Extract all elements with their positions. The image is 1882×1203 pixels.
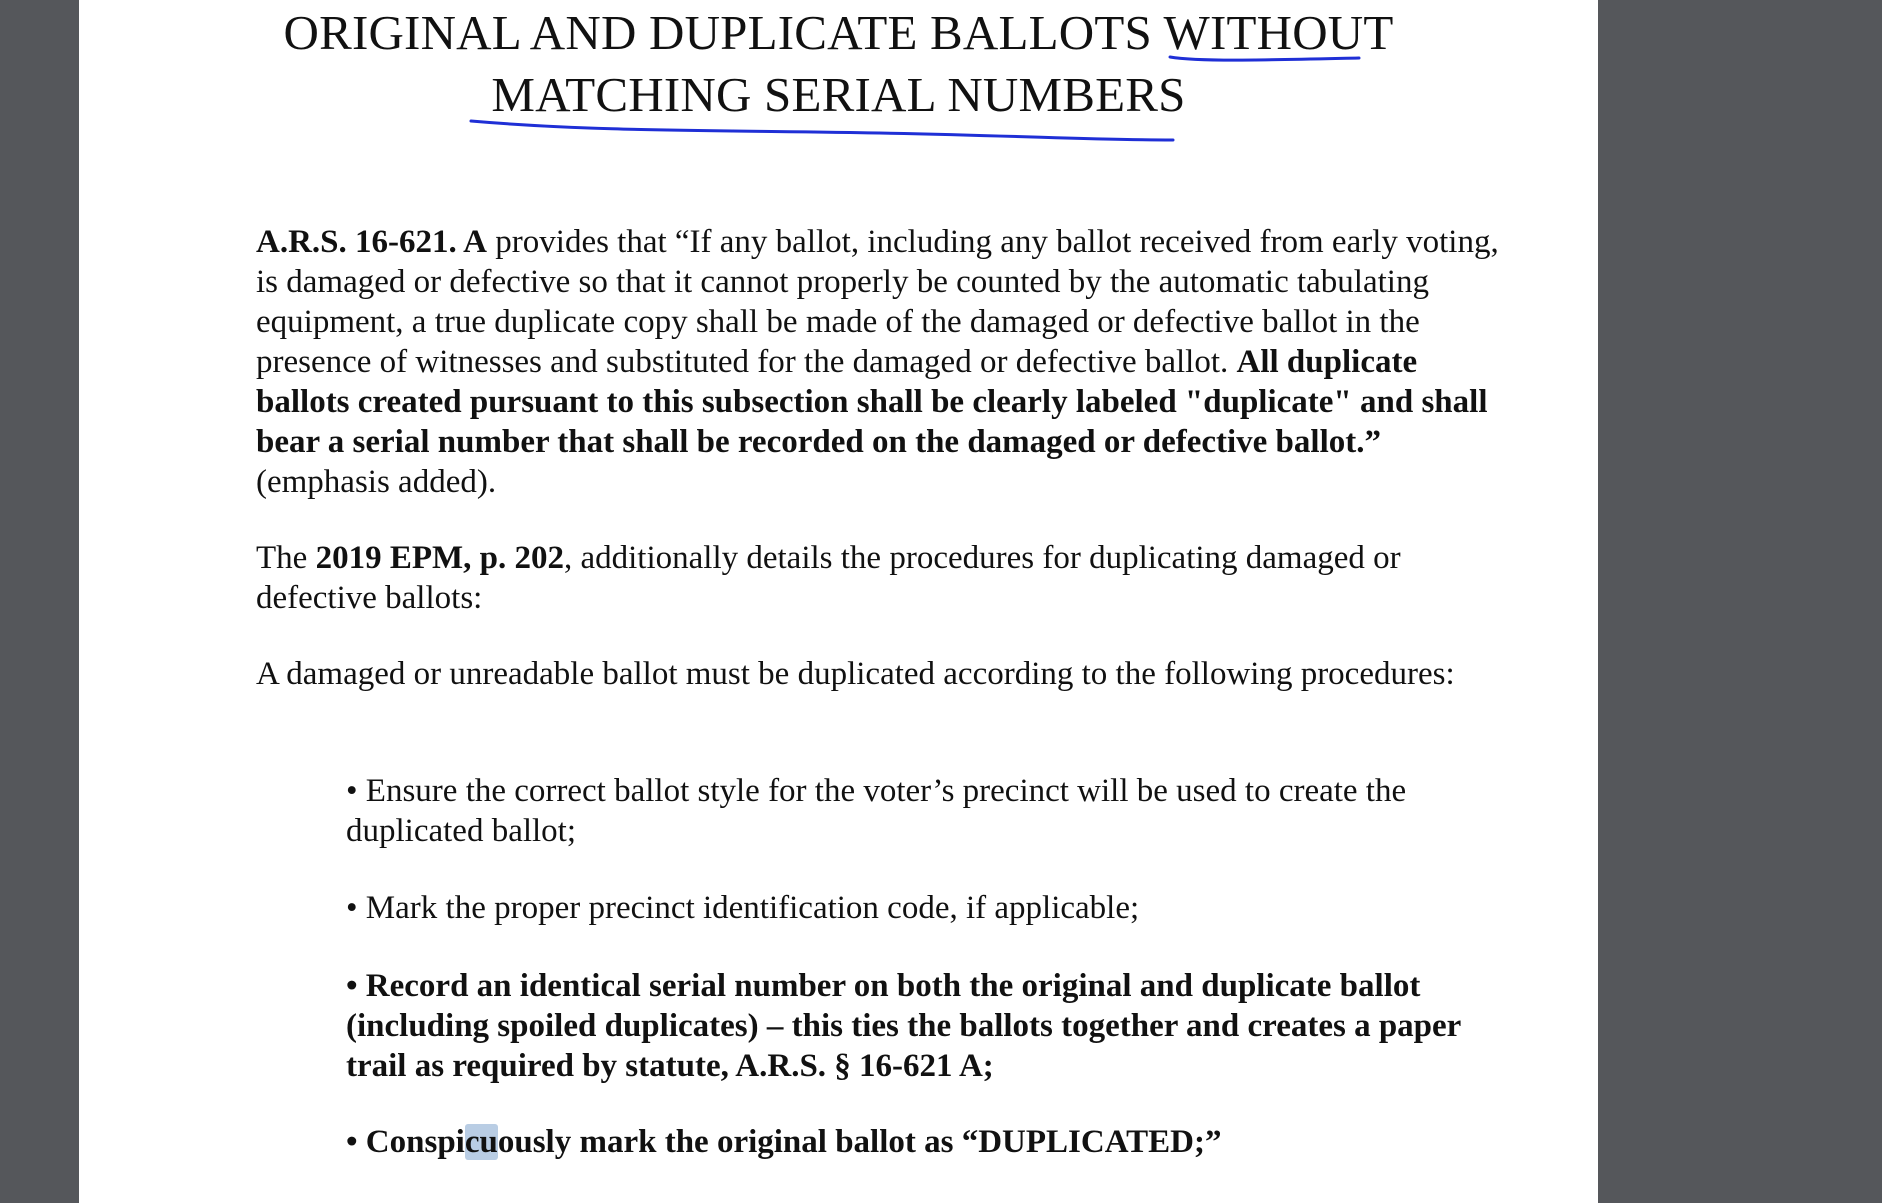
citation-bold: A.R.S. 16-621. A <box>256 224 488 260</box>
citation-note: (emphasis added). <box>256 464 497 500</box>
bullet-precinct-code: • Mark the proper precinct identification code, if applicable; <box>346 890 1140 926</box>
paragraph-ars-citation <box>256 222 1506 502</box>
citation-emphasis: All duplicate ballots created pursuant to this subsection shall be clearly labeled "duplicate" and shall bear a serial number that shall be recorded on the damaged or defective ballot.” <box>256 344 1488 460</box>
bullet-4-text-start: • Conspi <box>346 1124 465 1160</box>
page-title-line-1 <box>79 2 1598 64</box>
epm-text-end: , additionally details the procedures for duplicating damaged or defective ballots: <box>256 540 1401 616</box>
title-plain-text: ORIGINAL AND DUPLICATE BALLOTS <box>283 5 1164 60</box>
text-selection-highlight: cu <box>464 1124 498 1160</box>
bullet-ballot-style: • Ensure the correct ballot style for the voter’s precinct will be used to create the duplicated ballot; <box>346 773 1407 849</box>
epm-reference: 2019 EPM, p. 202 <box>315 540 564 576</box>
page-title-line-2: MATCHING SERIAL NUMBERS <box>491 67 1186 122</box>
document-page <box>79 0 1598 1203</box>
bullet-serial-number: • Record an identical serial number on both the original and duplicate ballot (including spoiled duplicates) – this ties the ballots together and creates a paper trail as required by statute, A.R.S. § 16-621 A; <box>346 968 1461 1084</box>
bullet-mark-duplicated <box>346 1122 1496 1162</box>
paragraph-epm <box>256 538 1506 618</box>
title-underlined-word: WITHOUT <box>1163 5 1394 60</box>
paragraph-procedures-intro: A damaged or unreadable ballot must be duplicated according to the following procedures: <box>256 656 1455 692</box>
epm-text-start: The <box>256 540 316 576</box>
bullet-4-text-end: ously mark the original ballot as “DUPLICATED;” <box>497 1124 1222 1160</box>
citation-text: provides that “If any ballot, including any ballot received from early voting, is damaged or defective so that it cannot properly be counted by the automatic tabulating equipment, a true duplicate copy shall be made of the damaged or defective ballot in the presence of witnesses and substituted for the damaged or defective ballot. <box>256 224 1499 380</box>
